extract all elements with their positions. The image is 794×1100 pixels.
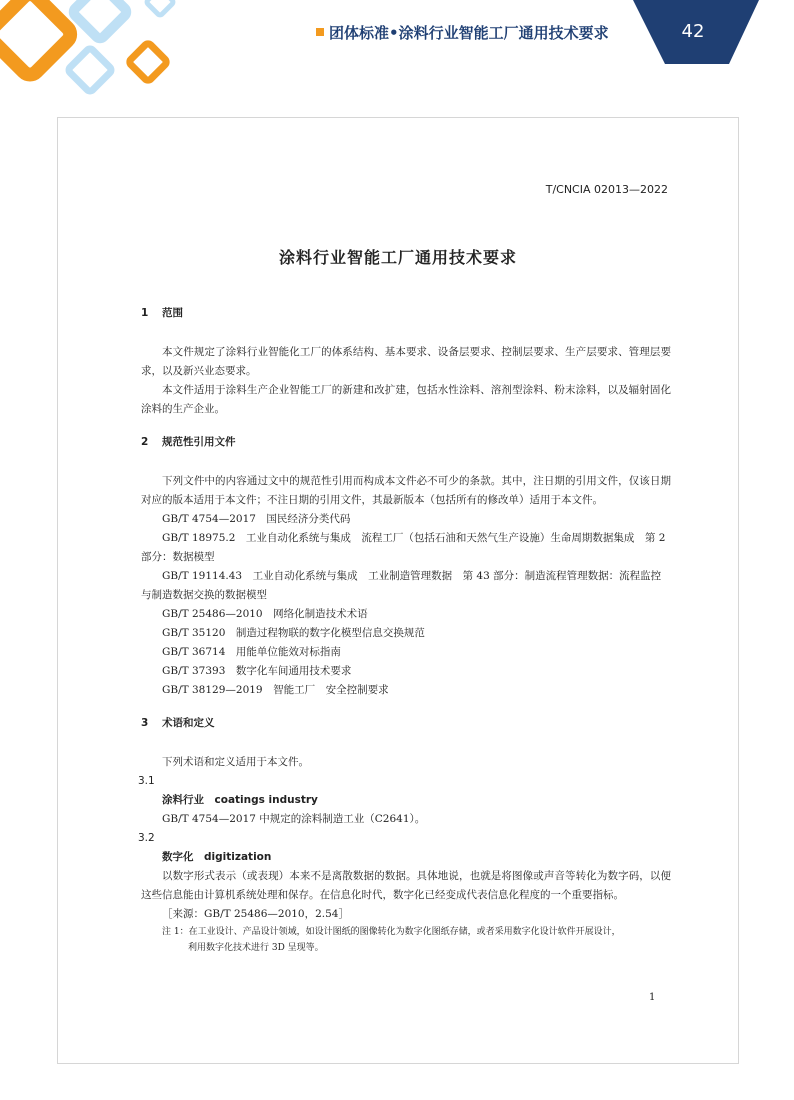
bullet-square-icon: [316, 28, 324, 36]
reference-item: GB/T 4754—2017 国民经济分类代码: [162, 513, 351, 525]
folio-page-number: 1: [649, 992, 656, 1003]
reference-item: GB/T 25486—2010 网络化制造技术术语: [162, 608, 368, 620]
document-title: 涂料行业智能工厂通用技术要求: [278, 248, 517, 267]
reference-item: GB/T 37393 数字化车间通用技术要求: [162, 665, 352, 677]
reference-item: GB/T 38129—2019 智能工厂 安全控制要求: [162, 684, 389, 696]
document-page: [57, 117, 739, 1064]
reference-item: GB/T 18975.2 工业自动化系统与集成 流程工厂（包括石油和天然气生产设施）生命周期数据集成 第 2 部分：数据模型: [141, 532, 666, 563]
section-heading-1: 1 范围: [141, 307, 183, 319]
note-text: 在工业设计、产品设计领域，如设计图纸的图像转化为数字化图纸存储，或者采用数字化设计软件开展设计，: [188, 927, 621, 937]
term-heading: 数字化 digitization: [162, 851, 272, 863]
reference-item: GB/T 19114.43 工业自动化系统与集成 工业制造管理数据 第 43 部分：制造流程管理数据：流程监控与制造数据交换的数据模型: [141, 570, 662, 601]
reference-item: GB/T 35120 制造过程物联的数字化模型信息交换规范: [162, 627, 425, 639]
term-number: 3.2: [138, 832, 155, 844]
header-title: [316, 22, 609, 46]
term-note: [141, 924, 671, 956]
term-definition: 以数字形式表示（或表现）本来不是离散数据的数据。具体地说，也就是将图像或声音等转化为数字码，以便这些信息能由计算机系统处理和保存。在信息化时代，数字化已经变成代表信息化程度的一个重要指标。: [141, 870, 671, 901]
header-title-text: 团体标准•涂料行业智能工厂通用技术要求: [329, 24, 609, 42]
term-heading: 涂料行业 coatings industry: [162, 794, 318, 806]
reference-item: GB/T 36714 用能单位能效对标指南: [162, 646, 341, 658]
document-body: [138, 304, 671, 956]
paragraph: 本文件规定了涂料行业智能化工厂的体系结构、基本要求、设备层要求、控制层要求、生产层要求、管理层要求，以及新兴业态要求。: [141, 346, 671, 377]
page-number: 42: [681, 21, 705, 42]
note-text-continued: 利用数字化技术进行 3D 呈现等。: [188, 943, 324, 953]
term-source: ［来源：GB/T 25486—2010，2.54］: [162, 908, 349, 920]
paragraph: 下列术语和定义适用于本文件。: [162, 756, 309, 768]
corner-decoration: [0, 0, 190, 110]
section-heading-2: 2 规范性引用文件: [141, 436, 236, 448]
paragraph: 下列文件中的内容通过文中的规范性引用而构成本文件必不可少的条款。其中，注日期的引用文件，仅该日期对应的版本适用于本文件；不注日期的引用文件，其最新版本（包括所有的修改单）适用于本文件。: [141, 475, 671, 506]
term-number: 3.1: [138, 775, 155, 787]
paragraph: 本文件适用于涂料生产企业智能工厂的新建和改扩建，包括水性涂料、溶剂型涂料、粉末涂料，以及辐射固化涂料的生产企业。: [141, 384, 671, 415]
note-label: 注 1：: [162, 927, 189, 937]
term-definition: GB/T 4754—2017 中规定的涂料制造工业（C2641）。: [162, 813, 426, 825]
section-heading-3: 3 术语和定义: [141, 717, 215, 729]
standard-number: T/CNCIA 02013—2022: [545, 183, 668, 196]
